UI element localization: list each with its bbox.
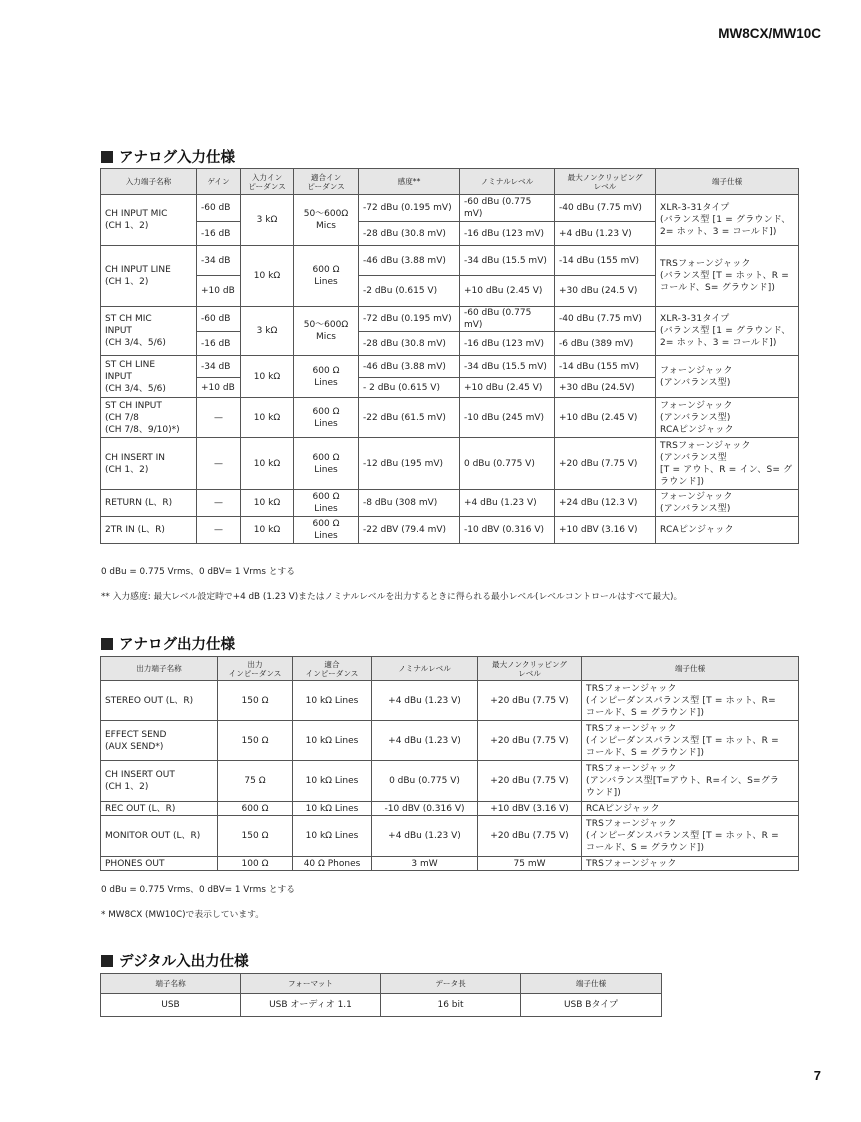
input-header-7: 端子仕様 (656, 169, 799, 195)
nominal-level-cell: +10 dBu (2.45 V) (460, 276, 555, 307)
gain-cell: -34 dB (197, 356, 241, 378)
sensitivity-cell: -8 dBu (308 mV) (359, 490, 460, 517)
analog-output-table (100, 656, 799, 871)
input-name-cell: ST CH LINE INPUT (CH 3/4、5/6) (101, 356, 197, 398)
input-impedance-cell: 10 kΩ (241, 517, 294, 544)
terminal-cell: TRSフォーンジャック (インピーダンスバランス型 [T = ホット、R = コールド、S = グラウンド]) (582, 721, 799, 761)
table-row (101, 307, 799, 332)
max-level-cell: +20 dBu (7.75 V) (555, 438, 656, 490)
nominal-level-cell: +4 dBu (1.23 V) (372, 721, 478, 761)
section-heading-digital-io (101, 950, 249, 971)
sensitivity-cell: -12 dBu (195 mV) (359, 438, 460, 490)
table-row (101, 438, 799, 490)
sensitivity-cell: -22 dBV (79.4 mV) (359, 517, 460, 544)
matching-impedance-cell: 600 Ω Lines (294, 490, 359, 517)
digital-header-3: 端子仕様 (521, 974, 662, 994)
table-row (101, 517, 799, 544)
model-name: MW8CX/MW10C (718, 26, 821, 41)
page-number: 7 (813, 1068, 821, 1083)
terminal-cell: フォーンジャック (アンバランス型) (656, 356, 799, 398)
terminal-cell: TRSフォーンジャック (582, 857, 799, 871)
terminal-cell: XLR-3-31タイプ (バランス型 [1 = グラウンド、 2= ホット、3 = コールド]) (656, 307, 799, 356)
max-level-cell: -14 dBu (155 mV) (555, 246, 656, 276)
max-level-cell: +24 dBu (12.3 V) (555, 490, 656, 517)
sensitivity-cell: -28 dBu (30.8 mV) (359, 332, 460, 356)
max-level-cell: -14 dBu (155 mV) (555, 356, 656, 378)
matching-impedance-cell: 10 kΩ Lines (293, 816, 372, 857)
sensitivity-cell: -2 dBu (0.615 V) (359, 276, 460, 307)
sensitivity-cell: -72 dBu (0.195 mV) (359, 307, 460, 332)
nominal-level-cell: 0 dBu (0.775 V) (372, 761, 478, 802)
matching-impedance-cell: 40 Ω Phones (293, 857, 372, 871)
max-level-cell: +4 dBu (1.23 V) (555, 222, 656, 246)
input-header-4: 感度** (359, 169, 460, 195)
input-header-6: 最大ノンクリッピング レベル (555, 169, 656, 195)
nominal-level-cell: 3 mW (372, 857, 478, 871)
data-length-cell: 16 bit (381, 994, 521, 1017)
nominal-level-cell: -16 dBu (123 mV) (460, 222, 555, 246)
input-impedance-cell: 10 kΩ (241, 246, 294, 307)
analog-output-note-2: * MW8CX (MW10C)で表示しています。 (101, 910, 265, 920)
max-level-cell: -40 dBu (7.75 mV) (555, 307, 656, 332)
input-name-cell: RETURN (L、R) (101, 490, 197, 517)
input-name-cell: ST CH MIC INPUT (CH 3/4、5/6) (101, 307, 197, 356)
output-impedance-cell: 75 Ω (218, 761, 293, 802)
output-impedance-cell: 100 Ω (218, 857, 293, 871)
input-name-cell: 2TR IN (L、R) (101, 517, 197, 544)
matching-impedance-cell: 10 kΩ Lines (293, 681, 372, 721)
terminal-name-cell: USB (101, 994, 241, 1017)
input-impedance-cell: 10 kΩ (241, 398, 294, 438)
input-name-cell: CH INSERT IN (CH 1、2) (101, 438, 197, 490)
output-header-3: ノミナルレベル (372, 657, 478, 681)
heading-square-icon (101, 151, 113, 163)
sensitivity-cell: -22 dBu (61.5 mV) (359, 398, 460, 438)
max-level-cell: -6 dBu (389 mV) (555, 332, 656, 356)
gain-cell: +10 dB (197, 276, 241, 307)
table-row (101, 246, 799, 276)
output-header-1: 出力 インピーダンス (218, 657, 293, 681)
gain-cell: -34 dB (197, 246, 241, 276)
gain-cell: +10 dB (197, 378, 241, 398)
table-row (101, 681, 799, 721)
max-level-cell: +20 dBu (7.75 V) (478, 721, 582, 761)
terminal-cell: TRSフォーンジャック (インピーダンスバランス型 [T = ホット、R = コールド、S = グラウンド]) (582, 816, 799, 857)
input-impedance-cell: 10 kΩ (241, 490, 294, 517)
output-header-2: 適合 インピーダンス (293, 657, 372, 681)
output-name-cell: MONITOR OUT (L、R) (101, 816, 218, 857)
nominal-level-cell: +4 dBu (1.23 V) (460, 490, 555, 517)
analog-input-note-1: 0 dBu = 0.775 Vrms、0 dBV= 1 Vrms とする (101, 567, 296, 577)
sensitivity-cell: -46 dBu (3.88 mV) (359, 356, 460, 378)
terminal-cell: フォーンジャック (アンバランス型) RCAピンジャック (656, 398, 799, 438)
input-impedance-cell: 3 kΩ (241, 195, 294, 246)
section-heading-analog-output (101, 633, 235, 654)
analog-output-note-1: 0 dBu = 0.775 Vrms、0 dBV= 1 Vrms とする (101, 885, 296, 895)
sensitivity-cell: -46 dBu (3.88 mV) (359, 246, 460, 276)
terminal-cell: フォーンジャック (アンバランス型) (656, 490, 799, 517)
table-row (101, 802, 799, 816)
output-impedance-cell: 600 Ω (218, 802, 293, 816)
table-row (101, 490, 799, 517)
heading-square-icon (101, 638, 113, 650)
matching-impedance-cell: 10 kΩ Lines (293, 721, 372, 761)
digital-io-table (100, 973, 662, 1017)
max-level-cell: +20 dBu (7.75 V) (478, 681, 582, 721)
matching-impedance-cell: 600 Ω Lines (294, 438, 359, 490)
terminal-cell: XLR-3-31タイプ (バランス型 [1 = グラウンド、 2= ホット、3 = コールド]) (656, 195, 799, 246)
nominal-level-cell: 0 dBu (0.775 V) (460, 438, 555, 490)
output-name-cell: REC OUT (L、R) (101, 802, 218, 816)
matching-impedance-cell: 600 Ω Lines (294, 246, 359, 307)
output-impedance-cell: 150 Ω (218, 721, 293, 761)
gain-cell: -60 dB (197, 307, 241, 332)
gain-cell: -16 dB (197, 332, 241, 356)
sensitivity-cell: -28 dBu (30.8 mV) (359, 222, 460, 246)
matching-impedance-cell: 50〜600Ω Mics (294, 307, 359, 356)
max-level-cell: +30 dBu (24.5 V) (555, 276, 656, 307)
table-row (101, 816, 799, 857)
section-heading-analog-input (101, 146, 235, 167)
input-name-cell: CH INPUT LINE (CH 1、2) (101, 246, 197, 307)
output-header-5: 端子仕様 (582, 657, 799, 681)
input-impedance-cell: 10 kΩ (241, 438, 294, 490)
input-header-3: 適合イン ピーダンス (294, 169, 359, 195)
max-level-cell: +30 dBu (24.5V) (555, 378, 656, 398)
input-impedance-cell: 3 kΩ (241, 307, 294, 356)
nominal-level-cell: -16 dBu (123 mV) (460, 332, 555, 356)
gain-cell: -16 dB (197, 222, 241, 246)
matching-impedance-cell: 50〜600Ω Mics (294, 195, 359, 246)
input-header-0: 入力端子名称 (101, 169, 197, 195)
nominal-level-cell: +4 dBu (1.23 V) (372, 816, 478, 857)
sensitivity-cell: - 2 dBu (0.615 V) (359, 378, 460, 398)
max-level-cell: +10 dBV (3.16 V) (555, 517, 656, 544)
terminal-cell: USB Bタイプ (521, 994, 662, 1017)
sensitivity-cell: -72 dBu (0.195 mV) (359, 195, 460, 222)
matching-impedance-cell: 600 Ω Lines (294, 517, 359, 544)
max-level-cell: -40 dBu (7.75 mV) (555, 195, 656, 222)
terminal-cell: TRSフォーンジャック (アンバランス型[T=アウト、R=イン、S=グラ ウンド]) (582, 761, 799, 802)
input-impedance-cell: 10 kΩ (241, 356, 294, 398)
max-level-cell: +20 dBu (7.75 V) (478, 816, 582, 857)
nominal-level-cell: -34 dBu (15.5 mV) (460, 246, 555, 276)
output-name-cell: STEREO OUT (L、R) (101, 681, 218, 721)
output-name-cell: EFFECT SEND (AUX SEND*) (101, 721, 218, 761)
heading-text: アナログ出力仕様 (119, 637, 235, 653)
max-level-cell: 75 mW (478, 857, 582, 871)
terminal-cell: TRSフォーンジャック (アンバランス型 [T = アウト、R = イン、S= グ ラウンド]) (656, 438, 799, 490)
input-name-cell: ST CH INPUT (CH 7/8 (CH 7/8、9/10)*) (101, 398, 197, 438)
heading-text: アナログ入力仕様 (119, 150, 235, 166)
nominal-level-cell: -60 dBu (0.775 mV) (460, 195, 555, 222)
heading-text: デジタル入出力仕様 (119, 954, 249, 970)
table-row (101, 721, 799, 761)
input-header-2: 入力イン ピーダンス (241, 169, 294, 195)
terminal-cell: TRSフォーンジャック (インピーダンスバランス型 [T = ホット、R= コールド、S = グラウンド]) (582, 681, 799, 721)
gain-cell: — (197, 490, 241, 517)
matching-impedance-cell: 10 kΩ Lines (293, 761, 372, 802)
max-level-cell: +20 dBu (7.75 V) (478, 761, 582, 802)
format-cell: USB オーディオ 1.1 (241, 994, 381, 1017)
nominal-level-cell: +10 dBu (2.45 V) (460, 378, 555, 398)
output-impedance-cell: 150 Ω (218, 681, 293, 721)
digital-header-2: データ長 (381, 974, 521, 994)
matching-impedance-cell: 600 Ω Lines (294, 398, 359, 438)
output-name-cell: PHONES OUT (101, 857, 218, 871)
nominal-level-cell: +4 dBu (1.23 V) (372, 681, 478, 721)
terminal-cell: RCAピンジャック (656, 517, 799, 544)
analog-input-note-2: ** 入力感度: 最大レベル設定時で+4 dB (1.23 V)またはノミナルレベルを出力するときに得られる最小レベル(レベルコントロールはすべて最大)。 (101, 592, 683, 602)
gain-cell: — (197, 438, 241, 490)
table-row (101, 356, 799, 378)
nominal-level-cell: -10 dBu (245 mV) (460, 398, 555, 438)
terminal-cell: RCAピンジャック (582, 802, 799, 816)
heading-square-icon (101, 955, 113, 967)
output-header-0: 出力端子名称 (101, 657, 218, 681)
nominal-level-cell: -10 dBV (0.316 V) (460, 517, 555, 544)
gain-cell: — (197, 517, 241, 544)
input-header-5: ノミナルレベル (460, 169, 555, 195)
table-row (101, 857, 799, 871)
nominal-level-cell: -10 dBV (0.316 V) (372, 802, 478, 816)
input-name-cell: CH INPUT MIC (CH 1、2) (101, 195, 197, 246)
digital-header-0: 端子名称 (101, 974, 241, 994)
terminal-cell: TRSフォーンジャック (バランス型 [T = ホット、R = コールド、S= グラウンド]) (656, 246, 799, 307)
table-row (101, 398, 799, 438)
output-header-4: 最大ノンクリッピング レベル (478, 657, 582, 681)
output-name-cell: CH INSERT OUT (CH 1、2) (101, 761, 218, 802)
table-row (101, 195, 799, 222)
input-header-1: ゲイン (197, 169, 241, 195)
analog-input-table (100, 168, 799, 544)
nominal-level-cell: -60 dBu (0.775 mV) (460, 307, 555, 332)
gain-cell: — (197, 398, 241, 438)
matching-impedance-cell: 10 kΩ Lines (293, 802, 372, 816)
table-row (101, 994, 662, 1017)
table-row (101, 761, 799, 802)
max-level-cell: +10 dBV (3.16 V) (478, 802, 582, 816)
nominal-level-cell: -34 dBu (15.5 mV) (460, 356, 555, 378)
matching-impedance-cell: 600 Ω Lines (294, 356, 359, 398)
digital-header-1: フォーマット (241, 974, 381, 994)
output-impedance-cell: 150 Ω (218, 816, 293, 857)
max-level-cell: +10 dBu (2.45 V) (555, 398, 656, 438)
gain-cell: -60 dB (197, 195, 241, 222)
